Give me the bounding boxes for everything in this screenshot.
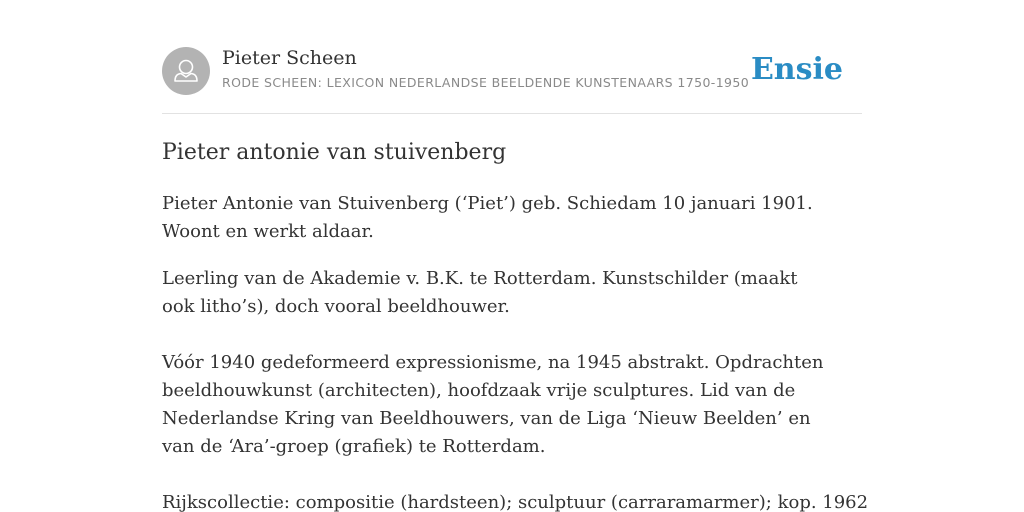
author-name-link[interactable]: Pieter Scheen bbox=[222, 47, 357, 69]
article-title: Pieter antonie van stuivenberg bbox=[162, 140, 507, 165]
header-divider bbox=[162, 113, 862, 114]
ensie-logo-link[interactable]: Ensie bbox=[750, 52, 843, 87]
article-paragraph: Rijkscollectie: compositie (hardsteen); sculptuur (carraramarmer); kop. 1962 bbox=[162, 492, 869, 512]
user-icon bbox=[162, 47, 210, 95]
source-label: RODE SCHEEN: LEXICON NEDERLANDSE BEELDENDE KUNSTENAARS 1750-1950 bbox=[222, 75, 750, 90]
article-paragraph: Pieter Antonie van Stuivenberg (‘Piet’) geb. Schiedam 10 januari 1901. Woont en werkt aldaar. bbox=[162, 193, 813, 242]
avatar[interactable] bbox=[162, 47, 210, 95]
article-body bbox=[162, 138, 869, 512]
article-paragraph: Vóór 1940 gedeformeerd expressionisme, na 1945 abstrakt. Opdrachten beeldhouwkunst (architecten), hoofdzaak vrije sculptures. Lid van de Nederlandse Kring van Beeldhouwers, van de Liga ‘Nieuw Beelden’ en van de ‘Ara’-groep (grafiek) te Rotterdam. bbox=[162, 352, 824, 457]
article-header bbox=[162, 46, 862, 96]
article-paragraph: Leerling van de Akademie v. B.K. te Rotterdam. Kunstschilder (maakt ook litho’s), doch vooral beeldhouwer. bbox=[162, 268, 798, 317]
